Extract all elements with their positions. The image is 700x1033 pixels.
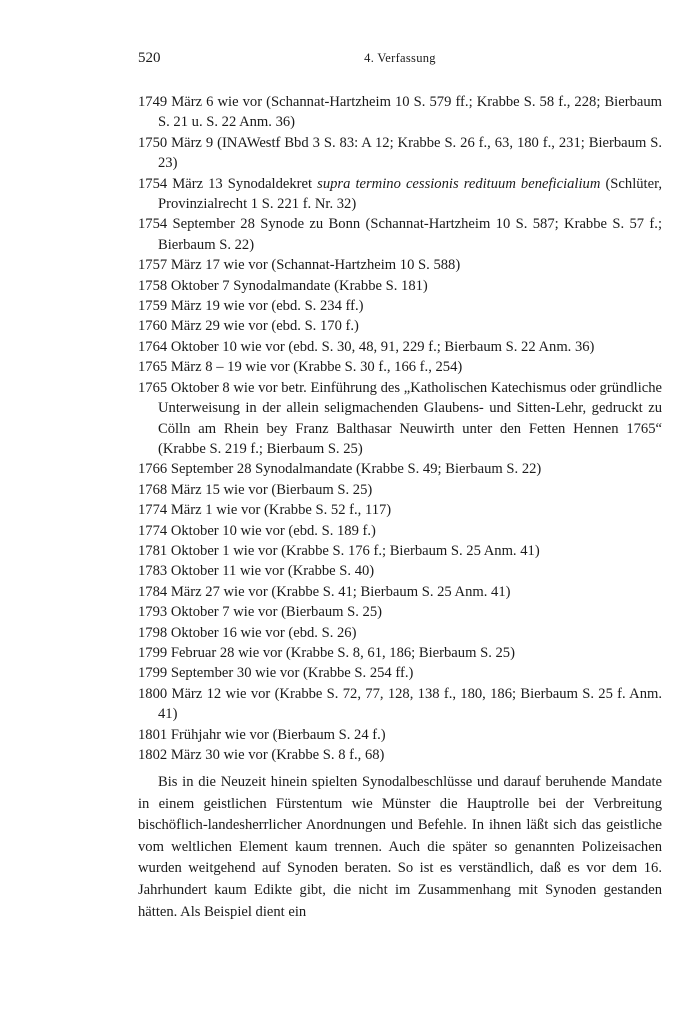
running-head: 4. Verfassung <box>364 51 436 65</box>
list-item: 1768 März 15 wie vor (Bierbaum S. 25) <box>138 481 373 498</box>
list-item: 1793 Oktober 7 wie vor (Bierbaum S. 25) <box>138 604 382 621</box>
list-item: 1774 März 1 wie vor (Krabbe S. 52 f., 117) <box>138 502 392 519</box>
list-item: 1799 September 30 wie vor (Krabbe S. 254 ff.) <box>138 665 414 682</box>
entry-italic-title: supra termino cessionis redituum beneficialium <box>317 175 601 192</box>
entry-text: 1754 März 13 Synodaldekret <box>138 175 318 192</box>
list-item: 1802 März 30 wie vor (Krabbe S. 8 f., 68) <box>138 747 385 763</box>
list-item: 1801 Frühjahr wie vor (Bierbaum S. 24 f.) <box>138 726 386 743</box>
list-item: 1784 März 27 wie vor (Krabbe S. 41; Bierbaum S. 25 Anm. 41) <box>138 583 511 600</box>
page-header <box>138 50 662 70</box>
synod-entries-list <box>138 92 662 765</box>
list-item: 1765 März 8 – 19 wie vor (Krabbe S. 30 f., 166 f., 254) <box>138 359 463 376</box>
list-item: 1759 März 19 wie vor (ebd. S. 234 ff.) <box>138 298 364 315</box>
list-item: 1774 Oktober 10 wie vor (ebd. S. 189 f.) <box>138 522 376 539</box>
list-item: 1798 Oktober 16 wie vor (ebd. S. 26) <box>138 624 357 641</box>
list-item: 1757 März 17 wie vor (Schannat-Hartzheim 10 S. 588) <box>138 257 461 274</box>
body-paragraph: Bis in die Neuzeit hinein spielten Synodalbeschlüsse und darauf beruhende Mandate in einem geistlichen Fürstentum wie Münster die Hauptrolle bei der Verbreitung bischöflich-landesherrlicher Anordnungen und Befehle. In ihnen läßt sich das geistliche vom weltlichen Element kaum trennen. Auch die später so genannten Polizeisachen wurden weitgehend auf Synoden beraten. So ist es verständlich, daß es vor dem 16. Jahrhundert kaum Edikte gibt, die nicht im Zusammenhang mit Synoden gestanden hätten. Als Beispiel dient ein <box>138 774 662 920</box>
list-item: 1783 Oktober 11 wie vor (Krabbe S. 40) <box>138 563 375 580</box>
entry-text: (Schlüter, Provinzialrecht 1 S. 221 f. Nr. 32) <box>158 175 663 213</box>
list-item: 1781 Oktober 1 wie vor (Krabbe S. 176 f.; Bierbaum S. 25 Anm. 41) <box>138 542 540 559</box>
list-item: 1766 September 28 Synodalmandate (Krabbe S. 49; Bierbaum S. 22) <box>138 461 542 478</box>
list-item: 1765 Oktober 8 wie vor betr. Einführung des „Katholischen Katechismus oder gründliche Unterweisung in der allein seligmachenden Glaubens- und Sitten-Lehr, gedruckt zu Cölln am Rhein bey Franz Balthasar Neuwirth unter den Fetten Hennen 1765“ (Krabbe S. 219 f.; Bierbaum S. 25) <box>138 379 662 457</box>
list-item: 1754 September 28 Synode zu Bonn (Schannat-Hartzheim 10 S. 587; Krabbe S. 57 f.; Bierbaum S. 22) <box>138 216 662 253</box>
list-item: 1758 Oktober 7 Synodalmandate (Krabbe S. 181) <box>138 277 428 294</box>
list-item: 1800 März 12 wie vor (Krabbe S. 72, 77, 128, 138 f., 180, 186; Bierbaum S. 25 f. Anm. 41) <box>138 685 662 723</box>
list-item: 1760 März 29 wie vor (ebd. S. 170 f.) <box>138 318 359 335</box>
list-item: 1799 Februar 28 wie vor (Krabbe S. 8, 61, 186; Bierbaum S. 25) <box>138 644 515 661</box>
list-item: 1749 März 6 wie vor (Schannat-Hartzheim 10 S. 579 ff.; Krabbe S. 58 f., 228; Bierbaum S. 21 u. S. 22 Anm. 36) <box>138 94 662 131</box>
list-item: 1750 März 9 (INAWestf Bbd 3 S. 83: A 12; Krabbe S. 26 f., 63, 180 f., 231; Bierbaum S. 23) <box>138 134 662 172</box>
page-number: 520 <box>138 50 161 66</box>
list-item: 1764 Oktober 10 wie vor (ebd. S. 30, 48, 91, 229 f.; Bierbaum S. 22 Anm. 36) <box>138 338 595 355</box>
list-item <box>138 174 662 215</box>
